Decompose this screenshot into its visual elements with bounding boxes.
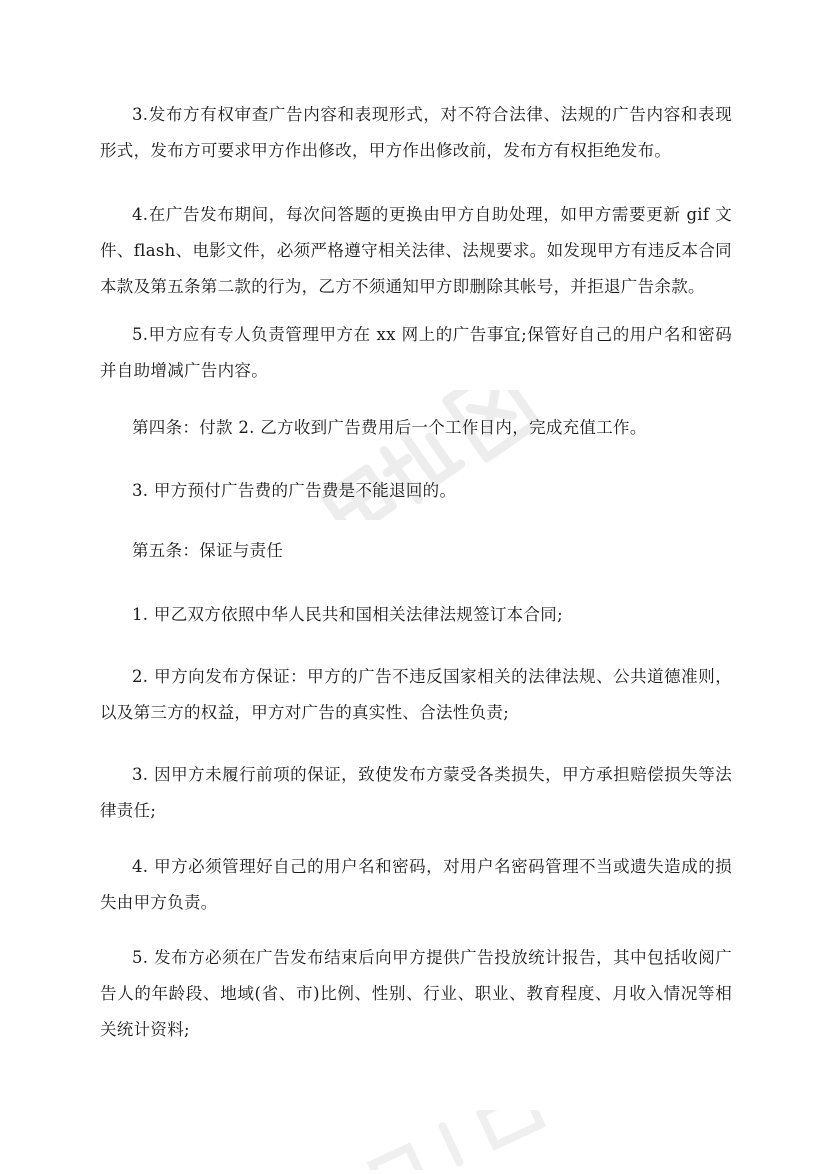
article-5-heading: 第五条：保证与责任	[132, 541, 284, 560]
clause-4-replacement: 4.在广告发布期间，每次问答题的更换由甲方自助处理，如甲方需要更新 gif 文件、flash、电影文件，必须严格遵守相关法律、法规要求。如发现甲方有违反本合同本款及第五条第二款的行为，乙方不须通知甲方即删除其帐号，并拒退广告余款。	[100, 205, 732, 296]
watermark-logo-bottom	[330, 1110, 590, 1170]
article-4-payment: 第四条：付款 2. 乙方收到广告费用后一个工作日内，完成充值工作。	[132, 418, 647, 437]
article-5-item-2: 2. 甲方向发布方保证：甲方的广告不违反国家相关的法律法规、公共道德准则，以及第三方的权益，甲方对广告的真实性、合法性负责;	[100, 667, 732, 722]
clause-3-review-rights: 3.发布方有权审查广告内容和表现形式，对不符合法律、法规的广告内容和表现形式，发布方可要求甲方作出修改，甲方作出修改前，发布方有权拒绝发布。	[100, 105, 732, 160]
clause-5-account-management: 5.甲方应有专人负责管理甲方在 xx 网上的广告事宜;保管好自己的用户名和密码并自助增减广告内容。	[100, 325, 732, 380]
payment-nonrefundable: 3. 甲方预付广告费的广告费是不能退回的。	[132, 481, 457, 500]
article-5-item-3: 3. 因甲方未履行前项的保证，致使发布方蒙受各类损失，甲方承担赔偿损失等法律责任;	[100, 765, 732, 820]
article-5-item-1: 1. 甲乙双方依照中华人民共和国相关法律法规签订本合同;	[132, 605, 563, 624]
article-5-item-5: 5. 发布方必须在广告发布结束后向甲方提供广告投放统计报告，其中包括收阅广告人的年龄段、地域(省、市)比例、性别、行业、职业、教育程度、月收入情况等相关统计资料;	[100, 948, 732, 1039]
article-5-item-4: 4. 甲方必须管理好自己的用户名和密码，对用户名密码管理不当或遗失造成的损失由甲方负责。	[100, 857, 732, 912]
